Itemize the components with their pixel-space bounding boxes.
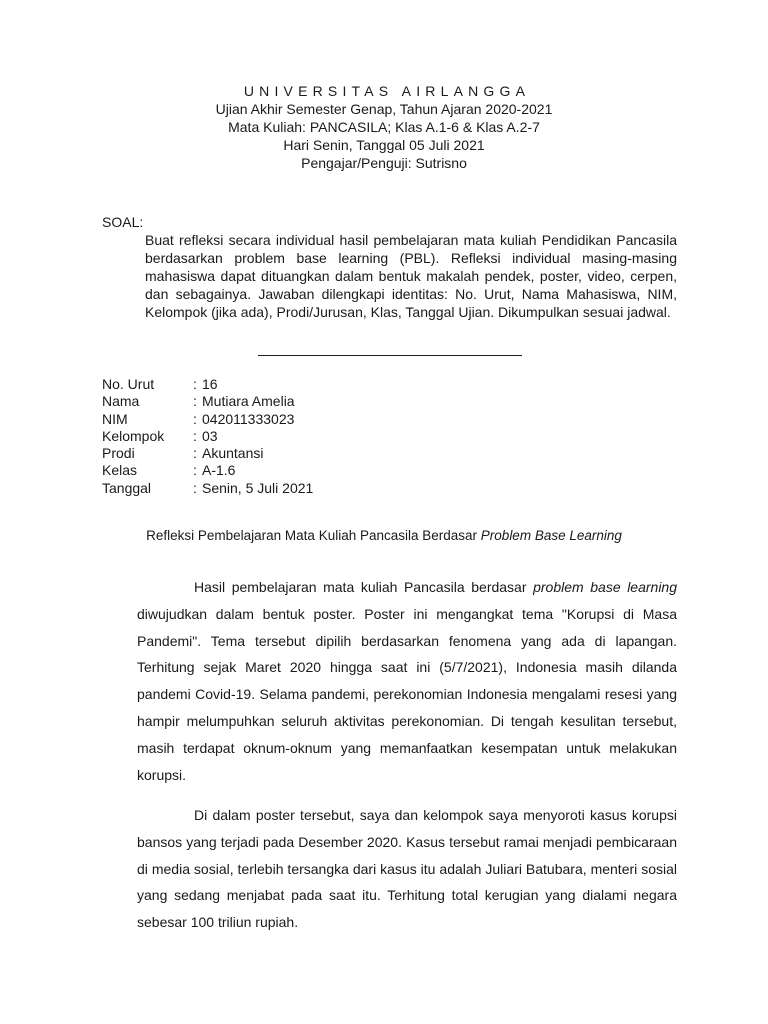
identity-value: Senin, 5 Juli 2021	[202, 479, 314, 496]
essay-title-main: Refleksi Pembelajaran Mata Kuliah Pancasila Berdasar	[146, 528, 481, 543]
identity-separator: :	[193, 410, 197, 427]
soal-label: SOAL:	[102, 214, 144, 230]
essay-title	[0, 527, 768, 545]
p2-text: Di dalam poster tersebut, saya dan kelompok saya menyoroti kasus korupsi bansos yang terjadi pada Desember 2020. Kasus tersebut ramai menjadi pembicaraan di media sosial, terlebih tersangka dari kasus itu adalah Juliari Batubara, menteri sosial yang sedang menjabat pada saat itu. Terhitung total kerugian yang dialami negara sebesar 100 triliun rupiah.	[137, 807, 677, 931]
p1-italic: problem base learning	[533, 579, 678, 595]
identity-row	[102, 376, 313, 393]
body-paragraph-1	[137, 574, 677, 788]
identity-label: Kelas	[102, 462, 138, 479]
identity-row	[102, 480, 313, 497]
soal-text: Buat refleksi secara individual hasil pembelajaran mata kuliah Pendidikan Pancasila berdasarkan problem base learning (PBL). Refleksi individual masing-masing mahasiswa dapat dituangkan dalam bentuk makalah pendek, poster, video, cerpen, dan sebagainya. Jawaban dilengkapi identitas: No. Urut, Nama Mahasiswa, NIM, Kelompok (jika ada), Prodi/Jurusan, Klas, Tanggal Ujian. Dikumpulkan sesuai jadwal.	[145, 232, 677, 320]
identity-label: No. Urut	[102, 376, 155, 392]
identity-row	[102, 462, 313, 479]
identity-separator: :	[193, 427, 197, 444]
identity-label: Kelompok	[102, 427, 165, 444]
identity-value: 042011333023	[202, 410, 295, 427]
identity-value: A-1.6	[202, 462, 236, 479]
identity-separator: :	[193, 445, 197, 462]
identity-label: Tanggal	[102, 479, 152, 496]
identity-value: Mutiara Amelia	[202, 393, 295, 410]
lecturer-line: Pengajar/Penguji: Sutrisno	[301, 155, 467, 171]
p1-before: Hasil pembelajaran mata kuliah Pancasila berdasar	[194, 579, 534, 595]
identity-separator: :	[193, 479, 197, 496]
identity-label: Prodi	[102, 445, 135, 462]
identity-row	[102, 411, 313, 428]
identity-value: 16	[202, 376, 218, 392]
identity-row	[102, 445, 313, 462]
identity-row	[102, 393, 313, 410]
identity-separator: :	[193, 462, 197, 479]
section-divider	[258, 355, 522, 356]
identity-block	[102, 376, 313, 497]
identity-separator: :	[193, 393, 197, 410]
identity-value: 03	[202, 427, 218, 444]
essay-title-italic: Problem Base Learning	[480, 528, 622, 543]
identity-value: Akuntansi	[202, 445, 264, 462]
document-header	[0, 82, 768, 172]
university-name: UNIVERSITAS AIRLANGGA	[243, 83, 531, 99]
exam-date: Hari Senin, Tanggal 05 Juli 2021	[283, 137, 485, 153]
p1-after: diwujudkan dalam bentuk poster. Poster ini mengangkat tema "Korupsi di Masa Pandemi". Tema tersebut dipilih berdasarkan fenomena yang ada di lapangan. Terhitung sejak Maret 2020 hingga saat ini (5/7/2021), Indonesia masih dilanda pandemi Covid-19. Selama pandemi, perekonomian Indonesia mengalami resesi yang hampir melumpuhkan seluruh aktivitas perekonomian. Di tengah kesulitan tersebut, masih terdapat oknum-oknum yang memanfaatkan kesempatan untuk melakukan korupsi.	[137, 605, 677, 783]
body-paragraph-2	[137, 802, 677, 936]
identity-label: Nama	[102, 393, 140, 410]
exam-title: Ujian Akhir Semester Genap, Tahun Ajaran 2020-2021	[215, 101, 553, 117]
identity-label: NIM	[102, 410, 128, 427]
identity-row	[102, 428, 313, 445]
course-line: Mata Kuliah: PANCASILA; Klas A.1-6 & Klas A.2-7	[228, 119, 540, 135]
identity-separator: :	[193, 376, 197, 392]
